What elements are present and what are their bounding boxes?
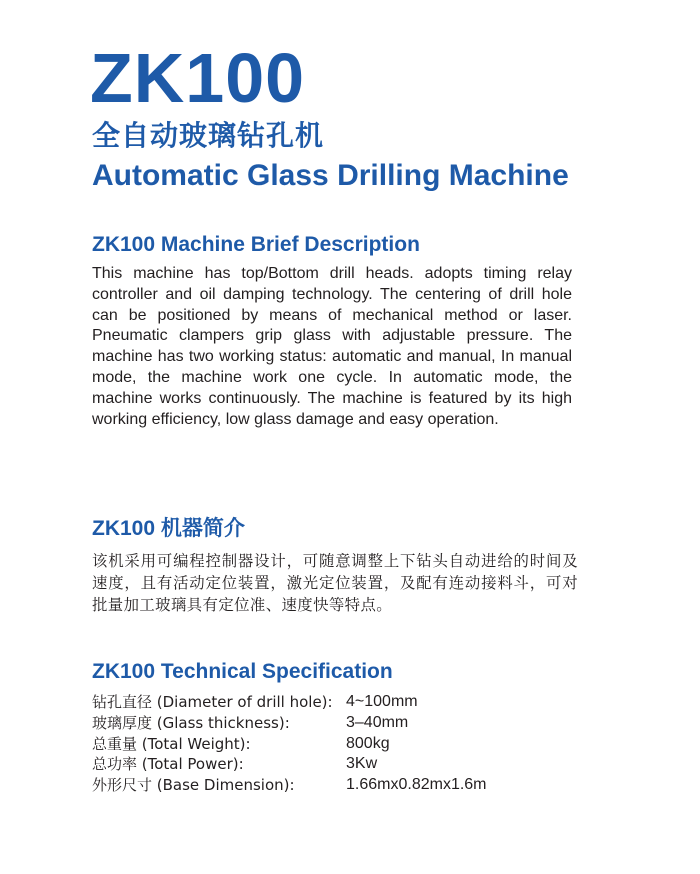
spec-value: 3–40mm	[346, 713, 409, 731]
brief-description-heading: ZK100 Machine Brief Description	[92, 233, 420, 256]
specification-list	[92, 692, 487, 796]
spec-value: 800kg	[346, 734, 390, 752]
chinese-description-heading: ZK100 机器简介	[92, 517, 245, 540]
chinese-description-text: 该机采用可编程控制器设计，可随意调整上下钻头自动进给的时间及速度，且有活动定位装置，激光定位装置，及配有连动接料斗，可对批量加工玻璃具有定位准、速度快等特点。	[92, 552, 578, 614]
spec-label: 总功率 (Total Power):	[92, 755, 244, 774]
spec-value: 4~100mm	[346, 693, 418, 710]
spec-row-total-weight	[92, 734, 487, 755]
spec-value: 1.66mx0.82mx1.6m	[346, 776, 487, 794]
spec-row-base-dimension	[92, 775, 487, 796]
spec-label: 玻璃厚度 (Glass thickness):	[92, 713, 290, 732]
technical-specification-heading: ZK100 Technical Specification	[92, 660, 393, 683]
spec-value: 3Kw	[346, 755, 378, 773]
spec-row-glass-thickness	[92, 713, 487, 734]
spec-row-total-power	[92, 754, 487, 775]
spec-label: 外形尺寸 (Base Dimension):	[92, 776, 295, 795]
brief-description-text: This machine has top/Bottom drill heads. adopts timing relay controller and oil damping technology. The centering of drill hole can be positioned by means of mechanical method or laser. Pneumatic clampers grip glass with adjustable pressure. The machine has two working status: automatic and manual, In manual mode, the machine work one cycle. In automatic mode, the machine works continuously. The machine is featured by its high working efficiency, low glass damage and easy operation.	[92, 265, 572, 428]
product-title-chinese: 全自动玻璃钻孔机	[92, 119, 325, 152]
spec-label: 总重量 (Total Weight):	[92, 734, 251, 753]
model-title: ZK100	[90, 39, 306, 117]
spec-label: 钻孔直径 (Diameter of drill hole):	[92, 693, 333, 711]
product-title-english: Automatic Glass Drilling Machine	[92, 159, 569, 192]
spec-row-drill-diameter	[92, 692, 487, 713]
